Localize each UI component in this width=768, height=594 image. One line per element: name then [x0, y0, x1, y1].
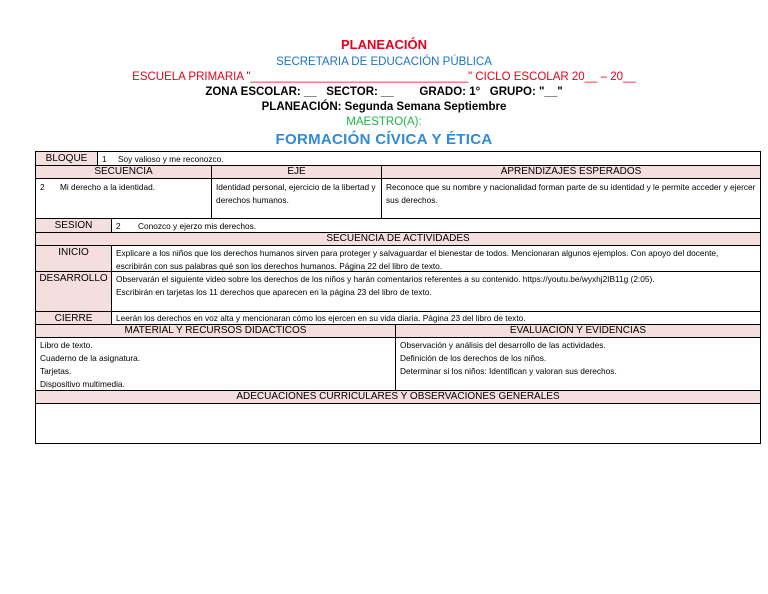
adecuaciones-content: [36, 404, 760, 443]
bloque-text: Soy valioso y me reconozco.: [118, 154, 224, 164]
evaluacion-list: [396, 338, 760, 391]
material-item: Dispositivo multimedia.: [40, 379, 125, 389]
material-item: Cuaderno de la asignatura.: [40, 353, 141, 363]
bloque-label: BLOQUE: [36, 152, 98, 166]
inicio-text: Explicare a los niños que los derechos humanos sirven para proteger y salvaguardar el bienestar de todos. Mencionaran algunos ejemplos. Con apoyo del docente, escribirán con sus palabras qué son los derechos humanos. Página 22 del libro de texto.: [112, 246, 760, 272]
cierre-text: Leerán los derechos en voz alta y mencionaran cómo los ejercen en su vida diaria. Página 23 del libro de texto.: [112, 312, 760, 325]
planning-table: [35, 151, 761, 444]
desarrollo-label: DESARROLLO: [36, 272, 112, 312]
bloque-number: 1: [102, 154, 107, 164]
secretaria-line: SECRETARIA DE EDUCACIÓN PÚBLICA: [276, 56, 492, 68]
sesion-content: [112, 219, 760, 233]
eje-cell: Identidad personal, ejercicio de la libertad y derechos humanos.: [212, 179, 382, 219]
aprendizajes-cell: Reconoce que su nombre y nacionalidad forman parte de su identidad y le permite acceder y ejercer sus derechos.: [382, 179, 760, 219]
actividades-header: SECUENCIA DE ACTIVIDADES: [36, 233, 760, 246]
secuencia-number: 2: [40, 182, 45, 192]
material-item: Libro de texto.: [40, 340, 93, 350]
cierre-label: CIERRE: [36, 312, 112, 325]
material-header: MATERIAL Y RECURSOS DIDACTICOS: [36, 325, 396, 338]
aprendizajes-header: APRENDIZAJES ESPERADOS: [382, 166, 760, 179]
eje-header: EJE: [212, 166, 382, 179]
page-title: PLANEACIÓN: [341, 37, 427, 52]
secuencia-header: SECUENCIA: [36, 166, 212, 179]
material-item: Tarjetas.: [40, 366, 72, 376]
desarrollo-text-1: Observarán el siguiente video sobre los derechos de los niños y harán comentarios referentes a su contenido. https://youtu.be/wyxhj2IB11g (2:05).: [116, 274, 655, 284]
evaluacion-item: Observación y análisis del desarrollo de las actividades.: [400, 340, 606, 350]
evaluacion-item: Determinar si los niños: Identifican y valoran sus derechos.: [400, 366, 617, 376]
zona-line: ZONA ESCOLAR: __ SECTOR: __ GRADO: 1° GRUPO: "__": [205, 86, 563, 98]
secuencia-text: Mi derecho a la identidad.: [60, 182, 156, 192]
desarrollo-text-2: Escribirán en tarjetas los 11 derechos que aparecen en la página 23 del libro de texto.: [116, 286, 432, 297]
material-list: [36, 338, 396, 391]
secuencia-cell: [36, 179, 212, 219]
inicio-label: INICIO: [36, 246, 112, 272]
sesion-label: SESION: [36, 219, 112, 233]
sesion-text: Conozco y ejerzo mis derechos.: [138, 221, 257, 231]
subject-title: FORMACIÓN CÍVICA Y ÉTICA: [275, 131, 493, 148]
planeacion-line: PLANEACIÓN: Segunda Semana Septiembre: [261, 101, 507, 113]
bloque-content: [98, 152, 760, 166]
maestro-line: MAESTRO(A):: [346, 116, 422, 128]
evaluacion-header: EVALUACION Y EVIDENCIAS: [396, 325, 760, 338]
desarrollo-cell: [112, 272, 760, 312]
escuela-line: ESCUELA PRIMARIA "__________________________________" CICLO ESCOLAR 20__ – 20__: [132, 71, 636, 83]
sesion-number: 2: [116, 221, 121, 231]
adecuaciones-header: ADECUACIONES CURRICULARES Y OBSERVACIONES GENERALES: [36, 391, 760, 404]
evaluacion-item: Definición de los derechos de los niños.: [400, 353, 547, 363]
